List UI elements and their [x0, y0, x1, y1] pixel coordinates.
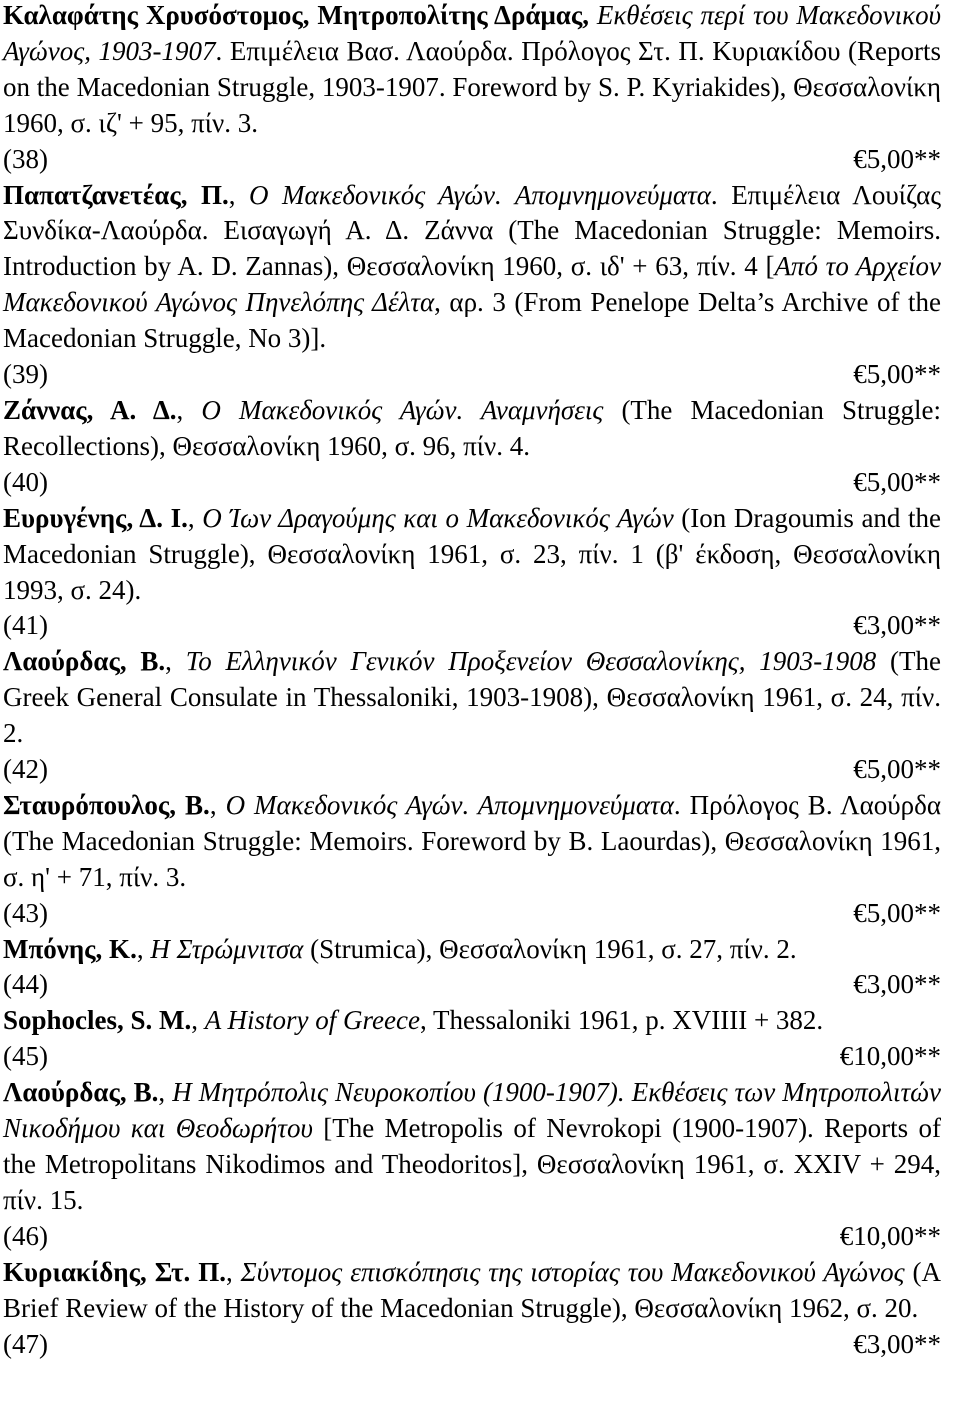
catalogue-entry — [3, 501, 941, 645]
entry-author: Sophocles, S. M. — [3, 1005, 192, 1036]
entry-title-italic: Ο Μακεδονικός Αγών. Απομνημονεύματα — [249, 179, 711, 210]
entry-number-price-row — [3, 357, 941, 393]
entry-text: . Πρόλογος Β. Λαούρδα (The Macedonian Struggle: Memoirs. Foreword by B. Laourdas), Θεσσαλονίκη 1961, σ. η' + 71, πίν. 3. — [3, 789, 942, 892]
entry-description — [3, 788, 941, 896]
entry-description — [3, 1003, 941, 1039]
entry-price: €5,00** — [853, 466, 941, 497]
entry-text: [The Metropolis of Nevrokopi (1900-1907). Reports of the Metropolitans Nikodimos and Theodoritos], Θεσσαλονίκη 1961, σ. XXIV + 294, πίν. 15. — [3, 1113, 942, 1215]
entry-price: €10,00** — [839, 1041, 941, 1072]
entry-title-italic: Το Ελληνικόν Γενικόν Προξενείον Θεσσαλονίκης, 1903-1908 — [185, 646, 877, 677]
entry-title-italic: Από το Αρχείον Μακεδονικού Αγώνος Πηνελόπης Δέλτα — [3, 251, 941, 318]
entry-text: , — [187, 502, 203, 533]
entry-text: (The Macedonian Struggle: Recollections), Θεσσαλονίκη 1960, σ. 96, πίν. 4. — [3, 394, 942, 461]
entry-number-price-row — [3, 1327, 941, 1363]
entry-number: (45) — [3, 1041, 48, 1072]
entry-price: €5,00** — [853, 359, 941, 390]
entry-description — [3, 501, 941, 609]
entry-number-price-row — [3, 142, 941, 178]
entry-description — [3, 1255, 941, 1327]
entry-title-italic: Η Στρώμνιτσα — [150, 933, 304, 964]
entry-number-price-row — [3, 608, 941, 644]
entry-number: (46) — [3, 1220, 48, 1251]
entry-text — [589, 0, 597, 30]
entry-description — [3, 1075, 941, 1219]
catalogue-entry — [3, 644, 941, 788]
entry-description — [3, 178, 941, 358]
entry-description — [3, 0, 941, 142]
entry-number: (39) — [3, 359, 48, 390]
entry-text: , — [176, 394, 202, 425]
entry-title-italic: Ο Μακεδονικός Αγών. Απομνημονεύματα — [225, 789, 674, 820]
entry-title-italic: Σύντομος επισκόπησις της ιστορίας του Μακεδονικού Αγώνος — [240, 1256, 905, 1287]
catalogue-entry — [3, 932, 941, 1004]
entry-description — [3, 644, 941, 752]
catalogue-page — [3, 0, 941, 1362]
entry-title-italic: Εκθέσεις περί του Μακεδονικού Αγώνος, 1903-1907 — [3, 0, 941, 66]
entry-price: €3,00** — [853, 969, 941, 1000]
entry-price: €5,00** — [853, 143, 941, 174]
entry-number-price-row — [3, 1039, 941, 1075]
entry-description — [3, 393, 941, 465]
entry-author: Κυριακίδης, Στ. Π. — [3, 1256, 226, 1287]
entry-number: (47) — [3, 1328, 48, 1359]
entry-text: , — [158, 1077, 173, 1108]
entry-price: €10,00** — [839, 1220, 941, 1251]
entry-number: (40) — [3, 466, 48, 497]
entry-text: , — [209, 789, 226, 820]
entry-text: . Επιμέλεια Λουίζας Συνδίκα-Λαούρδα. Εισαγωγή Α. Δ. Ζάννα (The Macedonian Struggle: Memoirs. Introduction by A. D. Zannas), Θεσσαλονίκη 1960, σ. ιδ' + 63, πίν. 4 [ — [3, 179, 942, 282]
entry-text: , αρ. 3 (From Penelope Delta’s Archive of the Macedonian Struggle, No 3)]. — [3, 287, 942, 354]
entry-title-italic: A History of Greece — [204, 1005, 420, 1036]
entry-title-italic: Ο Ίων Δραγούμης και ο Μακεδονικός Αγών — [202, 502, 674, 533]
entry-title-italic: Ο Μακεδονικός Αγών. Αναμνήσεις — [201, 394, 604, 425]
entry-body — [137, 934, 797, 964]
catalogue-entry — [3, 1003, 941, 1075]
catalogue-entry — [3, 0, 941, 178]
entry-text: (Ion Dragoumis and the Macedonian Struggle), Θεσσαλονίκη 1961, σ. 23, πίν. 1 (β' έκδοση, Θεσσαλονίκη 1993, σ. 24). — [3, 502, 942, 605]
entry-text: , — [136, 933, 151, 964]
entry-text: (The Greek General Consulate in Thessaloniki, 1903-1908), Θεσσαλονίκη 1961, σ. 24, πίν. 2. — [3, 646, 942, 749]
catalogue-entry — [3, 393, 941, 501]
catalogue-entry — [3, 1075, 941, 1255]
entry-text: , — [165, 646, 186, 677]
entry-author: Λαούρδας, Β. — [3, 1077, 159, 1108]
entry-number: (43) — [3, 897, 48, 928]
entry-text: . Επιμέλεια Βασ. Λαούρδα. Πρόλογος Στ. Π. Κυριακίδου (Reports on the Macedonian Struggle, 1903-1907. Foreword by S. P. Kyriakides), Θεσσαλονίκη 1960, σ. ιζ' + 95, πίν. 3. — [3, 35, 941, 138]
entry-title-italic: Η Μητρόπολις Νευροκοπίου (1900-1907). Εκθέσεις των Μητροπολιτών Νικοδήμου και Θεοδωρήτου — [3, 1077, 942, 1144]
entry-number: (41) — [3, 610, 48, 641]
entry-author: Καλαφάτης Χρυσόστομος, Μητροπολίτης Δράμας, — [3, 0, 590, 30]
catalogue-entry — [3, 1255, 941, 1363]
entry-text: , — [225, 1256, 241, 1287]
entry-number-price-row — [3, 1219, 941, 1255]
entry-number-price-row — [3, 752, 941, 788]
catalogue-entry — [3, 178, 941, 393]
entry-text: , — [228, 179, 250, 210]
entry-text: , — [191, 1005, 205, 1036]
entry-number: (42) — [3, 754, 48, 785]
entry-text: , Thessaloniki 1961, p. XVIIII + 382. — [419, 1005, 824, 1036]
entry-price: €5,00** — [853, 754, 941, 785]
entry-author: Ευρυγένης, Δ. Ι. — [3, 502, 188, 533]
entry-price: €3,00** — [853, 610, 941, 641]
entry-author: Λαούρδας, Β. — [3, 646, 166, 677]
entry-author: Σταυρόπουλος, Β. — [3, 789, 210, 820]
entry-text: (A Brief Review of the History of the Macedonian Struggle), Θεσσαλονίκη 1962, σ. 20. — [3, 1256, 941, 1323]
entry-price: €3,00** — [853, 1328, 941, 1359]
entry-text: (Strumica), Θεσσαλονίκη 1961, σ. 27, πίν. 2. — [303, 933, 797, 964]
entry-author: Ζάννας, Α. Δ. — [3, 394, 177, 425]
entry-number-price-row — [3, 465, 941, 501]
entry-author: Μπόνης, Κ. — [3, 933, 137, 964]
entry-number-price-row — [3, 967, 941, 1003]
entry-price: €5,00** — [853, 897, 941, 928]
entry-number: (44) — [3, 969, 48, 1000]
entry-body — [191, 1005, 823, 1035]
catalogue-entry — [3, 788, 941, 932]
entry-number: (38) — [3, 143, 48, 174]
entry-author: Παπατζανετέας, Π. — [3, 179, 229, 210]
entry-description — [3, 932, 941, 968]
entry-number-price-row — [3, 896, 941, 932]
